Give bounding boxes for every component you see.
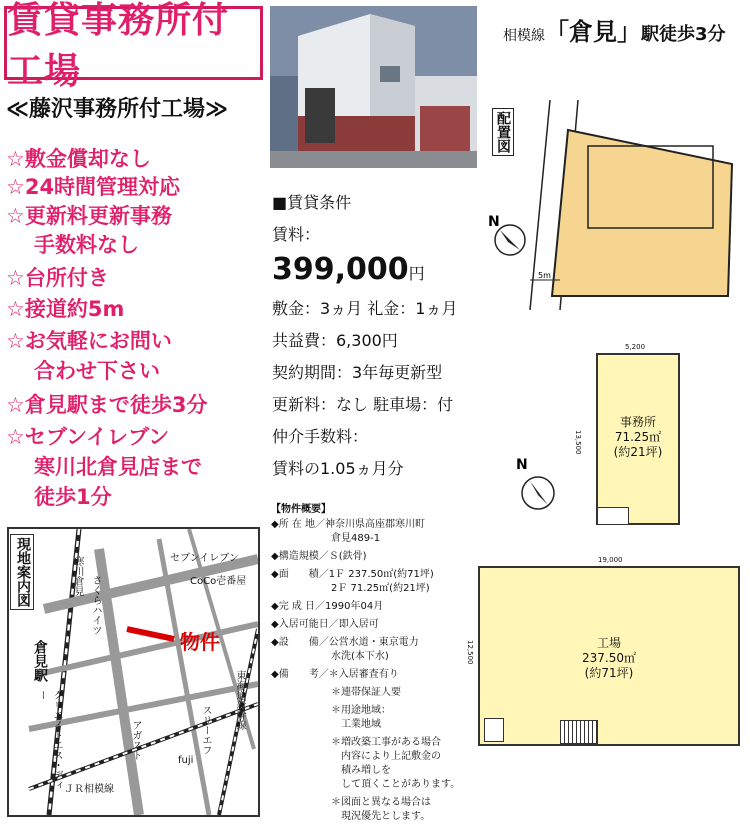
office-depth: 13,500 (574, 430, 582, 455)
page-title: 賃貸事務所付工場 (7, 0, 230, 92)
office-area: 71.25㎡ (614, 430, 662, 444)
deposit: 敷金：3ヵ月 礼金：1ヵ月 (272, 299, 458, 318)
detail-line: ◆面 積／1Ｆ 237.50㎡(約71坪) (271, 569, 434, 580)
detail-line: ◆入居可能日／即入居可 (271, 619, 379, 630)
property-label: 物件 (180, 630, 220, 654)
kurami-label: 寒川倉見 (72, 556, 83, 596)
map-label: 現地案内図 (10, 534, 34, 610)
office-floor (596, 353, 680, 525)
detail-line: ◆備 考／＊入居審査有り (271, 669, 399, 680)
svg-text:N: N (516, 457, 528, 473)
details-heading: 【物件概要】 (271, 504, 331, 515)
coco-label: CoCo壱番屋 (190, 576, 247, 587)
feature-item: ☆更新料更新事務 (6, 204, 172, 228)
office-width: 5,200 (625, 343, 646, 351)
detail-line: 積み増しを (271, 765, 391, 776)
contract-period: 契約期間：3年毎更新型 (272, 363, 443, 382)
detail-line: ＊図面と異なる場合は (271, 797, 431, 808)
feature-item: ☆倉見駅まで徒歩3分 (6, 393, 208, 417)
create-label: クリエイトエス・ディー (36, 690, 62, 790)
detail-line: ◆設 備／公営水道・東京電力 (271, 637, 419, 648)
road-width-label: 5m (538, 271, 551, 280)
feature-item: ☆台所付き (6, 266, 109, 290)
office-name: 事務所 (619, 415, 656, 429)
floor-north-marker (512, 455, 562, 515)
north-label: N (488, 214, 500, 230)
factory-depth: 12,500 (466, 640, 474, 665)
seven-eleven-label: セブンイレブン (170, 553, 239, 564)
detail-line: 工業地域 (271, 719, 381, 730)
detail-line: ◆完 成 日／1990年04月 (271, 601, 384, 612)
factory-name: 工場 (596, 636, 621, 650)
office-stair (598, 507, 629, 524)
site-plan (480, 100, 750, 310)
shinkansen-label: 東海道新幹線 (234, 670, 245, 730)
detail-line: 水洗(本下水) (271, 651, 389, 662)
rent-value: 399,000円 (272, 252, 425, 287)
site-plan-label: 配置図 (492, 108, 514, 156)
feature-item: ☆接道約5m (6, 297, 125, 321)
detail-line: ◆構造規模／Ｓ(鉄骨) (271, 551, 367, 562)
feature-item: 手数料なし (34, 233, 139, 257)
conditions-heading: ■賃貸条件 (272, 193, 352, 212)
detail-line: して頂くことがあります。 (271, 779, 461, 790)
factory-width: 19,000 (598, 556, 623, 564)
feature-item: ☆お気軽にお問い (6, 329, 172, 353)
feature-item: 合わせ下さい (34, 359, 160, 383)
jr-label: ＪＲ相模線 (64, 784, 114, 795)
renewal-fee: 更新料：なし 駐車場：付 (272, 395, 454, 414)
station-info: 相模線「倉見」駅徒歩3分 (503, 18, 726, 46)
factory-area: 237.50㎡ (582, 651, 636, 665)
detail-line: 内容により上記敷金の (271, 751, 441, 762)
factory-tsubo: (約71坪) (584, 666, 634, 680)
subtitle: ≪藤沢事務所付工場≫ (6, 97, 229, 122)
detail-line: ＊用途地域： (271, 705, 391, 716)
feature-item: 寒川北倉見店まで (34, 455, 202, 479)
feature-item: 徒歩1分 (34, 485, 112, 509)
factory-toilet (484, 718, 504, 742)
station-label: 倉見駅 (32, 640, 48, 682)
factory-floor (478, 566, 740, 746)
building-photo (270, 6, 477, 168)
detail-line: ◆所 在 地／神奈川県高座郡寒川町 (271, 519, 426, 530)
three-f-label: スリーエフ (200, 705, 211, 755)
detail-line: 2Ｆ 71.25㎡(約21坪) (271, 583, 430, 594)
broker-fee: 賃料の1.05ヵ月分 (272, 459, 404, 478)
feature-item: ☆セブンイレブン (6, 425, 170, 449)
agusuto-label: アガスト (130, 720, 141, 760)
common-fee: 共益費：6,300円 (272, 331, 398, 350)
detail-line: ＊連帯保証人要 (271, 687, 401, 698)
sakura-label: さくらハイツ (90, 575, 101, 635)
office-tsubo: (約21坪) (613, 445, 663, 459)
title-box (4, 0, 263, 92)
feature-item: ☆敷金償却なし (6, 147, 151, 171)
broker-fee-label: 仲介手数料： (272, 427, 369, 446)
detail-line: 現況優先とします。 (271, 811, 431, 822)
rent-label: 賃料： (272, 225, 321, 244)
feature-item: ☆24時間管理対応 (6, 175, 181, 199)
fuji-label: fuji (178, 755, 194, 766)
detail-line: 倉見489-1 (271, 533, 381, 544)
detail-line: ＊増改築工事がある場合 (271, 737, 441, 748)
factory-stair (560, 720, 598, 744)
